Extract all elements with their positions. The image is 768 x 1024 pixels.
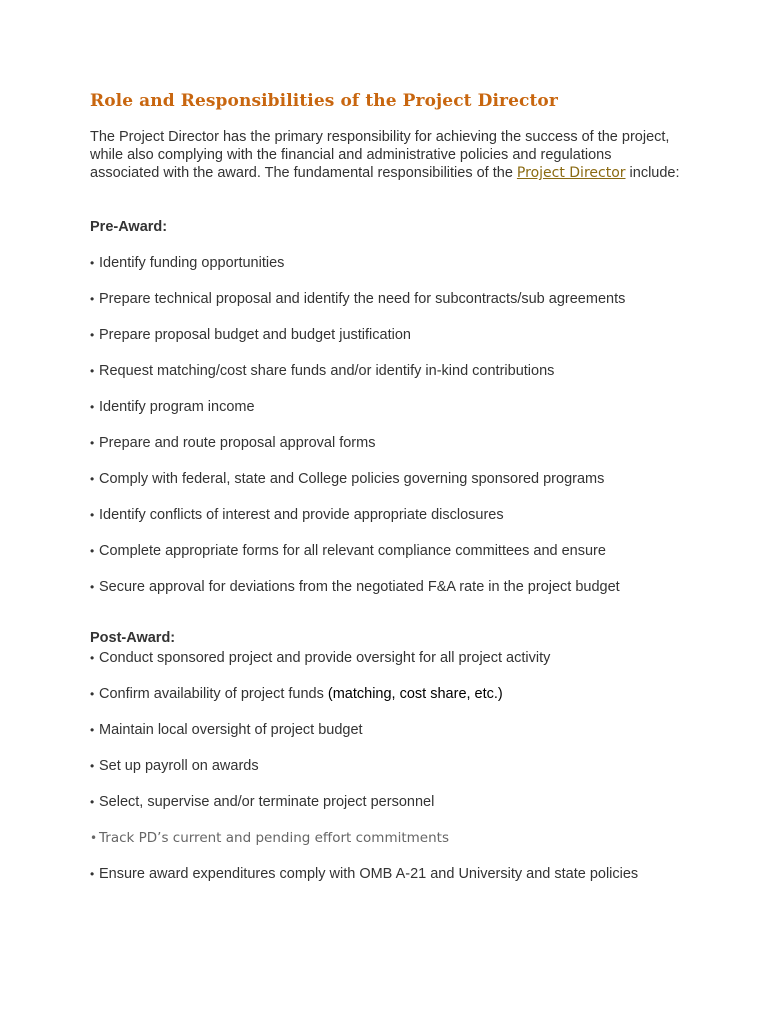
list-item: • Maintain local oversight of project budget (90, 722, 363, 738)
document-page (90, 88, 690, 882)
list-item: • Secure approval for deviations from the negotiated F&A rate in the project budget (90, 579, 620, 595)
list-item: • Confirm availability of project funds (matching, cost share, etc.) (90, 686, 503, 702)
intro-paragraph (90, 128, 680, 182)
list-item: • Ensure award expenditures comply with OMB A-21 and University and state policies (90, 866, 639, 882)
bullet-icon: • (90, 436, 95, 450)
project-director-link[interactable]: Project Director (516, 165, 626, 181)
list-item: • Select, supervise and/or terminate project personnel (90, 794, 435, 810)
post-award-heading: Post-Award: (90, 630, 176, 646)
list-item: • Prepare and route proposal approval forms (90, 435, 376, 451)
bullet-icon: • (90, 256, 95, 270)
bullet-icon: • (90, 400, 95, 414)
list-item: • Prepare technical proposal and identify the need for subcontracts/sub agreements (90, 291, 626, 307)
bullet-icon: • (90, 292, 95, 306)
list-item: • Track PD’s current and pending effort commitments (90, 830, 449, 846)
intro-tail: include: (625, 165, 680, 181)
bullet-icon: • (90, 759, 95, 773)
list-item: • Identify conflicts of interest and provide appropriate disclosures (90, 507, 504, 523)
bullet-icon: • (90, 364, 95, 378)
bullet-icon: • (90, 472, 95, 486)
bullet-icon: • (90, 651, 95, 665)
funds-emphasis: (matching, cost share, etc.) (327, 686, 503, 702)
bullet-icon: • (90, 328, 95, 342)
list-item: • Request matching/cost share funds and/or identify in-kind contributions (90, 363, 555, 379)
bullet-icon: • (90, 687, 95, 701)
list-item: • Identify program income (90, 399, 255, 415)
bullet-icon: • (90, 580, 95, 594)
bullet-icon: • (90, 723, 95, 737)
list-item: • Set up payroll on awards (90, 758, 259, 774)
intro-text: The Project Director has the primary responsibility for achieving the success of the project, while also complying with the financial and administrative policies and regulations associated with the award. The fundamental responsibilities of the (90, 129, 670, 181)
list-item: • Conduct sponsored project and provide oversight for all project activity (90, 650, 551, 666)
list-item: • Complete appropriate forms for all relevant compliance committees and ensure (90, 543, 606, 559)
list-item: • Comply with federal, state and College policies governing sponsored programs (90, 471, 605, 487)
bullet-icon: • (90, 544, 95, 558)
bullet-icon: • (90, 867, 95, 881)
pre-award-heading: Pre-Award: (90, 219, 168, 235)
list-item: • Prepare proposal budget and budget justification (90, 327, 411, 343)
bullet-icon: • (90, 508, 95, 522)
bullet-icon: • (90, 795, 95, 809)
bullet-icon: • (90, 831, 98, 845)
document-title: Role and Responsibilities of the Project Director (90, 91, 558, 111)
list-item: • Identify funding opportunities (90, 255, 285, 271)
